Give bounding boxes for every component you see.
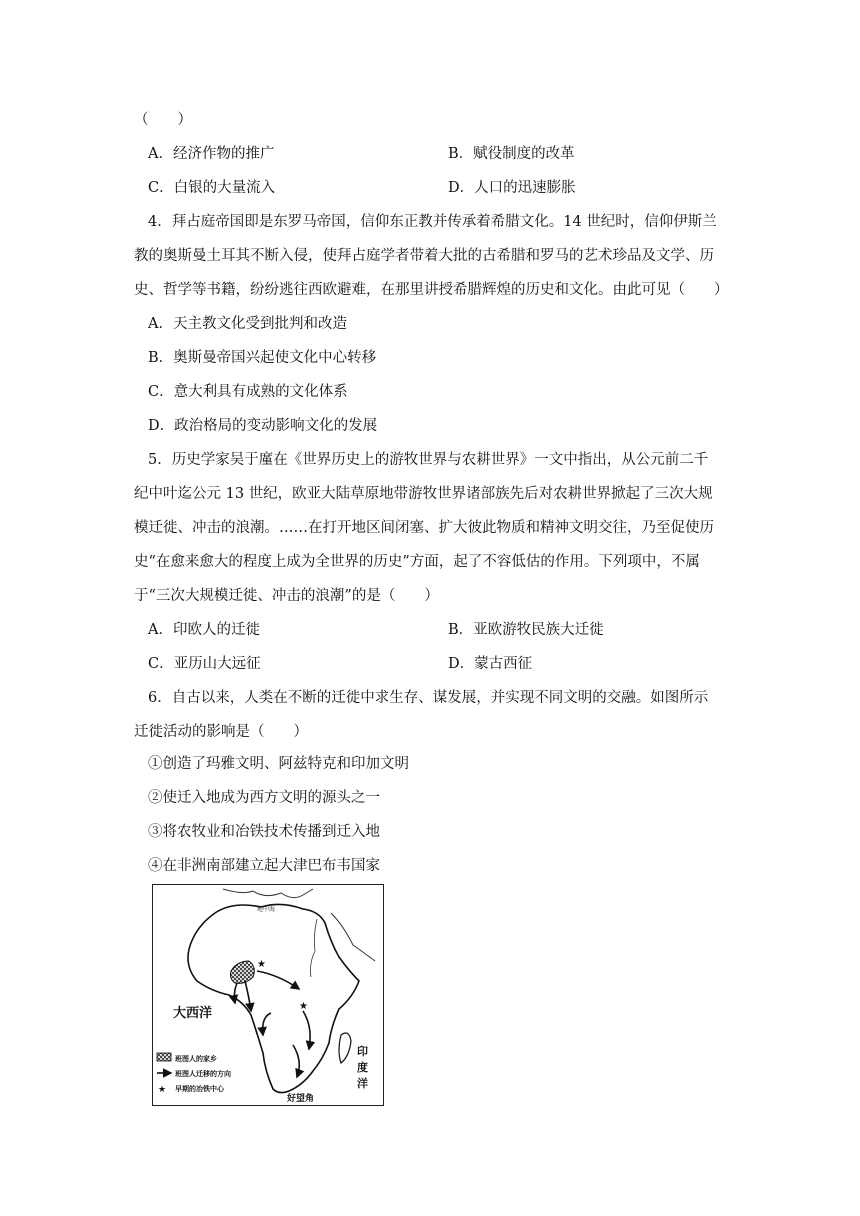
q5-stem-line-5: 于“三次大规模迁徙、冲击的浪潮”的是（ ） xyxy=(134,588,439,604)
q5-stem-line-4: 史“在愈来愈大的程度上成为全世界的历史”方面，起了不容低估的作用。下列项中，不属 xyxy=(134,554,700,570)
q5-option-c: C．亚历山大远征 xyxy=(148,656,261,672)
q3-option-a: A．经济作物的推广 xyxy=(148,146,275,162)
q6-item-1: ①创造了玛雅文明、阿兹特克和印加文明 xyxy=(148,756,409,772)
q6-item-4: ④在非洲南部建立起大津巴布韦国家 xyxy=(148,858,380,874)
indian-ocean-label-1: 印 xyxy=(357,1045,368,1058)
q5-option-d: D．蒙古西征 xyxy=(448,656,533,672)
madagascar xyxy=(339,1033,351,1063)
q4-stem-line-3: 史、哲学等书籍，纷纷逃往西欧避难，在那里讲授希腊辉煌的历史和文化。由此可见（ ） xyxy=(134,282,729,298)
iron-center-star-1: ★ xyxy=(257,959,266,970)
q4-option-c: C．意大利具有成熟的文化体系 xyxy=(148,384,348,400)
q4-option-d: D．政治格局的变动影响文化的发展 xyxy=(148,418,378,434)
atlantic-label: 大西洋 xyxy=(173,1006,213,1021)
europe-coast xyxy=(223,889,313,898)
q4-stem-line-2: 教的奥斯曼土耳其不断入侵，使拜占庭学者带着大批的古希腊和罗马的艺术珍品及文学、历 xyxy=(134,248,714,264)
q4-stem-line-1: 4．拜占庭帝国即是东罗马帝国，信仰东正教并传承着希腊文化。14 世纪时，信仰伊斯兰 xyxy=(148,214,717,230)
cape-label: 好望角 xyxy=(287,1094,315,1104)
africa-migration-map xyxy=(152,884,384,1106)
q4-option-b: B．奥斯曼帝国兴起使文化中心转移 xyxy=(148,350,377,366)
legend-homeland: 班图人的家乡 xyxy=(175,1055,217,1063)
legend-hatch-swatch xyxy=(157,1053,171,1061)
q6-stem-line-1: 6．自古以来，人类在不断的迁徙中求生存、谋发展，并实现不同文明的交融。如图所示 xyxy=(148,690,709,706)
q6-item-2: ②使迁入地成为西方文明的源头之一 xyxy=(148,790,380,806)
q5-option-a: A．印欧人的迁徙 xyxy=(148,622,260,638)
q6-stem-line-2: 迁徙活动的影响是（ ） xyxy=(134,724,308,740)
q5-stem-line-1: 5．历史学家吴于廑在《世界历史上的游牧世界与农耕世界》一文中指出，从公元前二千 xyxy=(148,452,709,468)
africa-outline xyxy=(188,904,359,1092)
legend-direction: 班图人迁移的方向 xyxy=(175,1070,231,1078)
q3-option-d: D．人口的迅速膨胀 xyxy=(448,180,576,196)
indian-ocean-label-3: 洋 xyxy=(357,1077,368,1090)
q5-stem-line-3: 模迁徙、冲击的浪潮。……在打开地区间闭塞、扩大彼此物质和精神文明交往，乃至促使历 xyxy=(134,520,714,536)
q4-option-a: A．天主教文化受到批判和改造 xyxy=(148,316,347,332)
iron-center-star-2: ★ xyxy=(299,1001,308,1012)
indian-ocean-label-2: 度 xyxy=(357,1061,368,1074)
legend-star-swatch: ★ xyxy=(158,1085,167,1095)
q5-option-b: B．亚欧游牧民族大迁徙 xyxy=(448,622,604,638)
q3-answer-paren: （ ） xyxy=(134,112,192,128)
q6-item-3: ③将农牧业和冶铁技术传播到迁入地 xyxy=(148,824,380,840)
mediterranean-label: 地中海 xyxy=(257,906,276,913)
q3-option-b: B．赋役制度的改革 xyxy=(448,146,575,162)
legend-iron: 早期的冶铁中心 xyxy=(175,1085,224,1093)
q3-option-c: C．白银的大量流入 xyxy=(148,180,276,196)
q5-stem-line-2: 纪中叶迄公元 13 世纪，欧亚大陆草原地带游牧世界诸部族先后对农耕世界掀起了三次大规 xyxy=(134,486,713,502)
